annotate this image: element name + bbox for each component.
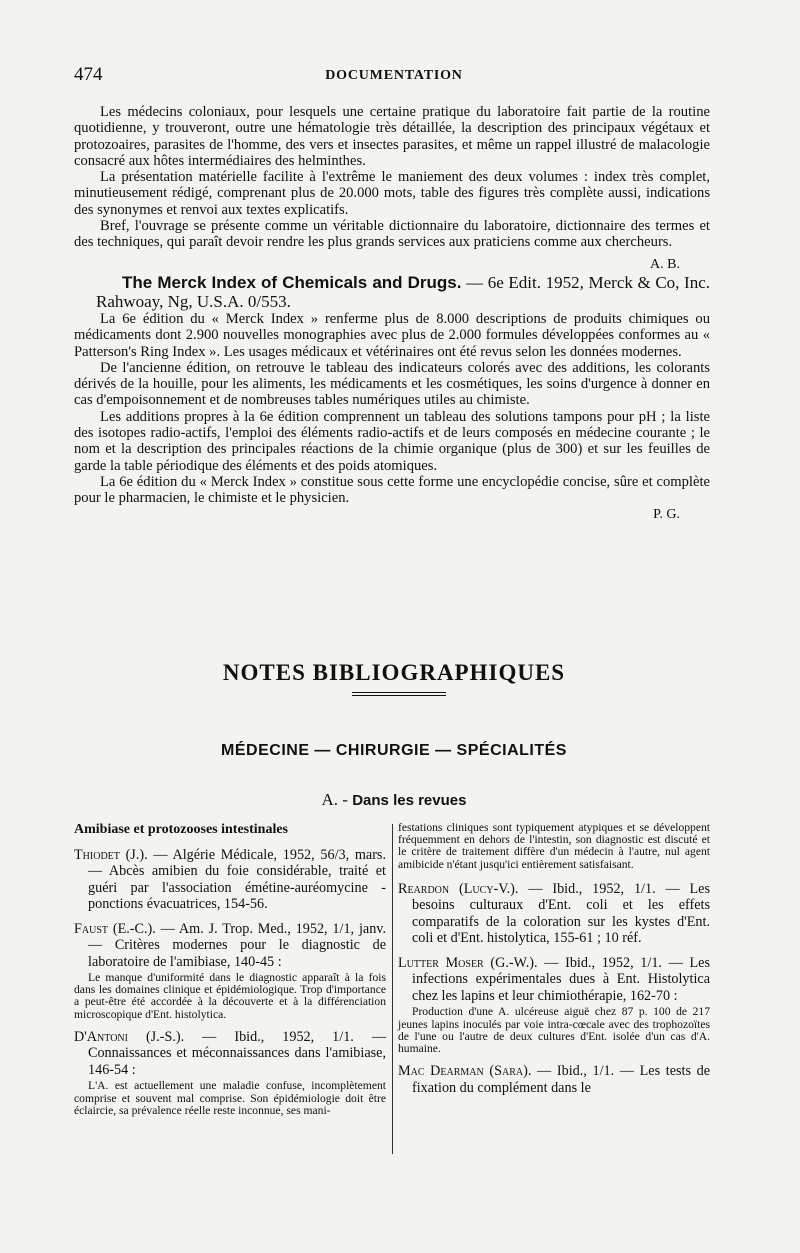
paragraph: Les médecins coloniaux, pour lesquels une certaine pratique du laboratoire fait partie de la routine quotidienne, y trouveront, outre une hématologie très détaillée, la description des principaux végétaux et protozoaires, parasites de l'homme, des vers et insectes parasites, et même un rappel illustré de malacologie consacré aux hôtes intermédiaires des helminthes. (74, 104, 710, 169)
entry-abstract: Production d'une A. ulcéreuse aiguë chez 87 p. 100 de 217 jeunes lapins inoculés par voie intra-cœcale avec des trophozoïtes de l'une ou l'autre de deux cultures d'Ent. isolée d'un cas d'A. humaine. (398, 1005, 710, 1055)
bibliography-entry (398, 1063, 710, 1096)
paragraph: Les additions propres à la 6e édition comprennent un tableau des solutions tampons pour pH ; la liste des isotopes radio-actifs, l'emploi des éléments radio-actifs et de leurs composés en médecine courante ; le nom et la description des principales réactions de la chimie organique (plus de 300) et sur les feuilles de garde la table périodique des éléments et des poids atomiques. (74, 408, 710, 474)
column-divider (392, 824, 393, 1154)
topic-title: Amibiase et protozooses intestinales (74, 822, 288, 837)
notes-heading: NOTES BIBLIOGRAPHIQUES (222, 660, 566, 685)
review-signature: A. B. (650, 256, 680, 272)
review-signature: P. G. (653, 506, 680, 522)
entry-abstract: Le manque d'uniformité dans le diagnostic apparaît à la fois dans les domaines clinique et épidémiologique. Trop d'importance a peut-être été accordée à la découverte et à la différenciation microscopique d'Ent. histolytica. (74, 971, 386, 1021)
subsection-title: Dans les revues (352, 792, 467, 809)
entry-abstract: L'A. est actuellement une maladie confuse, incomplètement comprise et souvent mal comprise. Son épidémiologie doit être éclaircie, sa prévalence réelle reste inconnue, ses mani- (74, 1079, 386, 1117)
bibliography-entry (74, 1029, 386, 1117)
bibliography-entry (398, 881, 710, 947)
heading-rule (352, 692, 446, 696)
abstract-continuation: festations cliniques sont typiquement atypiques et se développent fréquemment en dehors de l'intestin, son diagnostic est discuté et le critère de traitement diffère d'un médecin à l'autre, nul agent amibicide n'étant jusqu'ici entièrement satisfaisant. (398, 821, 710, 871)
page-number: 474 (74, 64, 103, 85)
entry-author: Mac Dearman (Sara). (398, 1063, 532, 1080)
review-laboratory-dictionary (74, 104, 710, 523)
entry-reference: — Ibid., 1952, 1/1. — Les infections expérimentales dues à Ent. Histolytica chez les lapins et leur chimiothérapie, 162-70 : (412, 954, 710, 1004)
left-column (74, 822, 386, 1125)
entry-reference: — Am. J. Trop. Med., 1952, 1/1, janv. — Critères modernes pour le diagnostic de laboratoire de l'amibiase, 140-45 : (88, 920, 387, 970)
paragraph: La présentation matérielle facilite à l'extrême le maniement des deux volumes : index très complet, minutieusement rédigé, comprenant plus de 20.000 mots, table des figures très complète aussi, indications des synonymes et renvoi aux textes explicatifs. (74, 169, 710, 218)
entry-author: Lutter Moser (G.-W.). (398, 954, 538, 971)
entry-reference: — Ibid., 1952, 1/1. — Connaissances et méconnaissances dans l'amibiase, 146-54 : (88, 1028, 387, 1078)
bibliography-entry (398, 955, 710, 1055)
review-title (74, 273, 710, 311)
entry-reference: — Ibid., 1/1. — Les tests de fixation du complément dans le (412, 1063, 711, 1096)
paragraph: Bref, l'ouvrage se présente comme un véritable dictionnaire du laboratoire, dictionnaire des termes et des techniques, qui paraît devoir rendre les plus grands services aux praticiens comme aux chercheurs. (74, 218, 710, 251)
bibliography-entry (74, 847, 386, 913)
review-title-bold: The Merck Index of Chemicals and Drugs. (122, 272, 462, 292)
entry-author: Thiodet (J.). (74, 846, 148, 863)
bibliography-entry (74, 921, 386, 1021)
entry-reference: — Ibid., 1952, 1/1. — Les besoins culturaux d'Ent. coli et les effets comparatifs de la coloration sur les kystes d'Ent. coli et d'Ent. histolytica, 155-61 ; 10 réf. (412, 880, 711, 947)
section-heading: MÉDECINE — CHIRURGIE — SPÉCIALITÉS (221, 742, 567, 759)
entry-author: D'Antoni (J.-S.). (74, 1028, 185, 1045)
subsection-prefix: A. - (321, 790, 348, 809)
paragraph: La 6e édition du « Merck Index » constitue sous cette forme une encyclopédie concise, sûre et complète pour le pharmacien, le chimiste et le physicien. (74, 473, 710, 507)
review-title-details: — 6e Edit. 1952, Merck & Co, Inc. Rahwoay, Ng, U.S.A. 0/553. (96, 272, 710, 311)
subsection-heading (74, 790, 714, 810)
paragraph: La 6e édition du « Merck Index » renferme plus de 8.000 descriptions de produits chimiques ou médicaments dont 2.900 nouvelles monographies avec plus de 2.000 formules développées conformes au « Patterson's Ring Index ». Les usages médicaux et vétérinaires ont été revus selon les données modernes. (74, 310, 710, 360)
running-head: DOCUMENTATION (325, 68, 463, 83)
entry-author: Faust (E.-C.). (74, 920, 156, 937)
page-header (74, 64, 714, 88)
right-column (398, 822, 710, 1104)
entry-author: Reardon (Lucy-V.). (398, 880, 519, 897)
paragraph: De l'ancienne édition, on retrouve le tableau des indicateurs colorés avec des additions, les colorants dérivés de la houille, pour les aliments, les médicaments et les cosmétiques, les soins d'urgence à donner en cas d'empoisonnement et de nombreuses tables numériques utiles au chimiste. (74, 359, 710, 409)
entry-reference: — Algérie Médicale, 1952, 56/3, mars. — Abcès amibien du foie considérable, traité et guéri par l'association émétine-auréomycine - ponctions évacuatrices, 154-56. (88, 846, 387, 912)
